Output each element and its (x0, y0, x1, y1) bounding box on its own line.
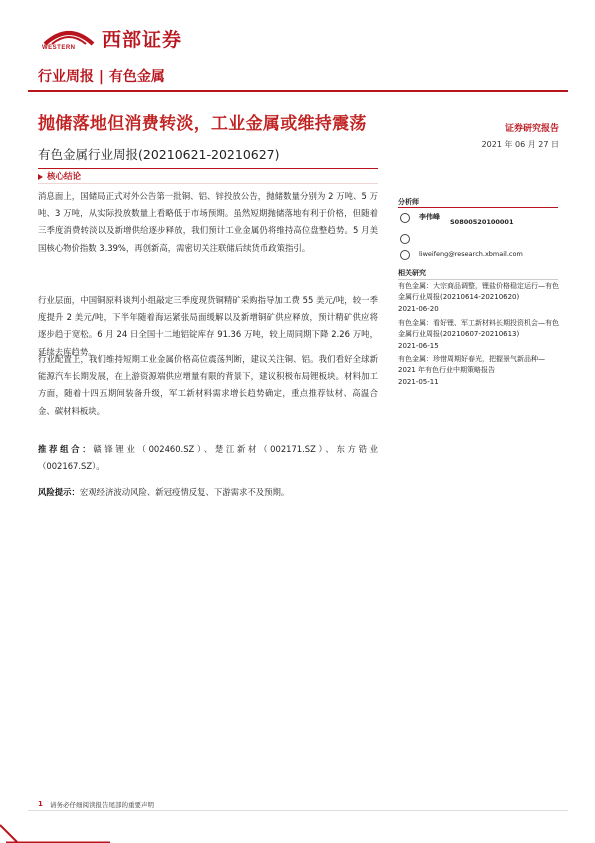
page-number: 1 (38, 800, 43, 808)
related-item-2[interactable] (398, 318, 560, 352)
person-icon (400, 213, 410, 223)
risk-text: 宏观经济波动风险、新冠疫情反复、下游需求不及预期。 (79, 487, 290, 497)
report-category: 行业周报 | 有色金属 (38, 69, 165, 85)
section-bottom-rule (38, 183, 378, 184)
related-item-date: 2021-06-20 (398, 304, 439, 313)
triangle-icon (38, 174, 43, 180)
report-type-label: 证券研究报告 (504, 124, 559, 134)
analyst-rule (398, 207, 558, 208)
paragraph-news: 消息面上，国储局正式对外公告第一批铜、铝、锌投放公告，抛储数量分别为 2 万吨、5 万吨、3 万吨，从实际投放数量上看略低于市场预期。虽然短期抛储落地有利于价格，但随着三季度消费转淡以及新增供给逐步释放，我们预计工业金属仍将维持高位盘整趋势。5 月美国核心物价指数 3.39%，再创新高，需密切关注联储后续货币政策指引。 (38, 191, 378, 253)
analyst-name: 李伟峰 (419, 213, 440, 221)
related-item-date: 2021-06-15 (398, 341, 439, 350)
phone-icon (400, 234, 410, 244)
risk-label: 风险提示： (38, 487, 80, 497)
logo-english: WESTERN (42, 45, 76, 51)
related-item-date: 2021-05-11 (398, 377, 439, 386)
paragraph-allocation: 行业配置上，我们维持短期工业金属价格高位震荡判断，建议关注铜、铝。我们看好全球新能源汽车长期发展，在上游资源端供应增量有限的背景下，建议积极布局锂板块。材料加工方面，随着十四五期间装备升级，军工新材料需求增长趋势确定，重点推荐钛材、高温合金、碳材料板块。 (38, 354, 378, 416)
recommend-label: 推荐组合： (38, 444, 94, 454)
related-item-title: 有色金属：珍惜周期好春光，把握景气新品种—2021 年有色行业中期策略报告 (398, 355, 545, 375)
analyst-cert: S0800520100001 (450, 218, 514, 226)
report-title: 抛储落地但消费转淡，工业金属或维持震荡 (38, 114, 367, 134)
analyst-email[interactable]: liweifeng@research.xbmail.com (419, 250, 523, 258)
section-heading-text: 核心结论 (47, 172, 82, 182)
related-heading: 相关研究 (398, 269, 426, 277)
recommend-block (38, 441, 378, 475)
logo-chinese: 西部证券 (102, 29, 183, 51)
related-item-1[interactable] (398, 281, 560, 315)
company-logo (42, 24, 202, 54)
related-item-title: 有色金属：大宗商品调整，锂盐价格稳定运行—有色金属行业周报(20210614-20210620) (398, 282, 559, 302)
recommend-text: 赣锋锂业（002460.SZ）、楚江新材（002171.SZ）、东方锆业（002167.SZ）。 (38, 444, 379, 472)
corner-decoration (0, 803, 110, 843)
related-item-3[interactable] (398, 354, 560, 388)
report-subtitle: 有色金属行业周报(20210621-20210627) (38, 147, 280, 162)
section-heading (38, 170, 81, 182)
related-item-title: 有色金属：看好锂、军工新材料长期投资机会—有色金属行业周报(20210607-20210613) (398, 319, 559, 339)
footer-disclaimer: 请务必仔细阅读报告尾部的重要声明 (50, 801, 154, 809)
risk-block (38, 484, 378, 501)
header-divider (28, 90, 568, 92)
related-rule (398, 279, 558, 280)
section-top-rule (38, 168, 378, 169)
paragraph-industry: 行业层面，中国铜原料谈判小组敲定三季度现货铜精矿采购指导加工费 55 美元/吨，较一季度提升 2 美元/吨，下半年随着海运紧张局面缓解以及新增铜矿供应释放，预计精矿供应将逐步趋于宽松。6 月 24 日全国十二地铝锭库存 91.36 万吨，较上周同期下降 2.26 万吨，延续去库趋势。 (38, 295, 378, 357)
email-icon (400, 250, 410, 260)
report-date: 2021 年 06 月 27 日 (481, 140, 559, 149)
analyst-heading: 分析师 (398, 198, 419, 206)
